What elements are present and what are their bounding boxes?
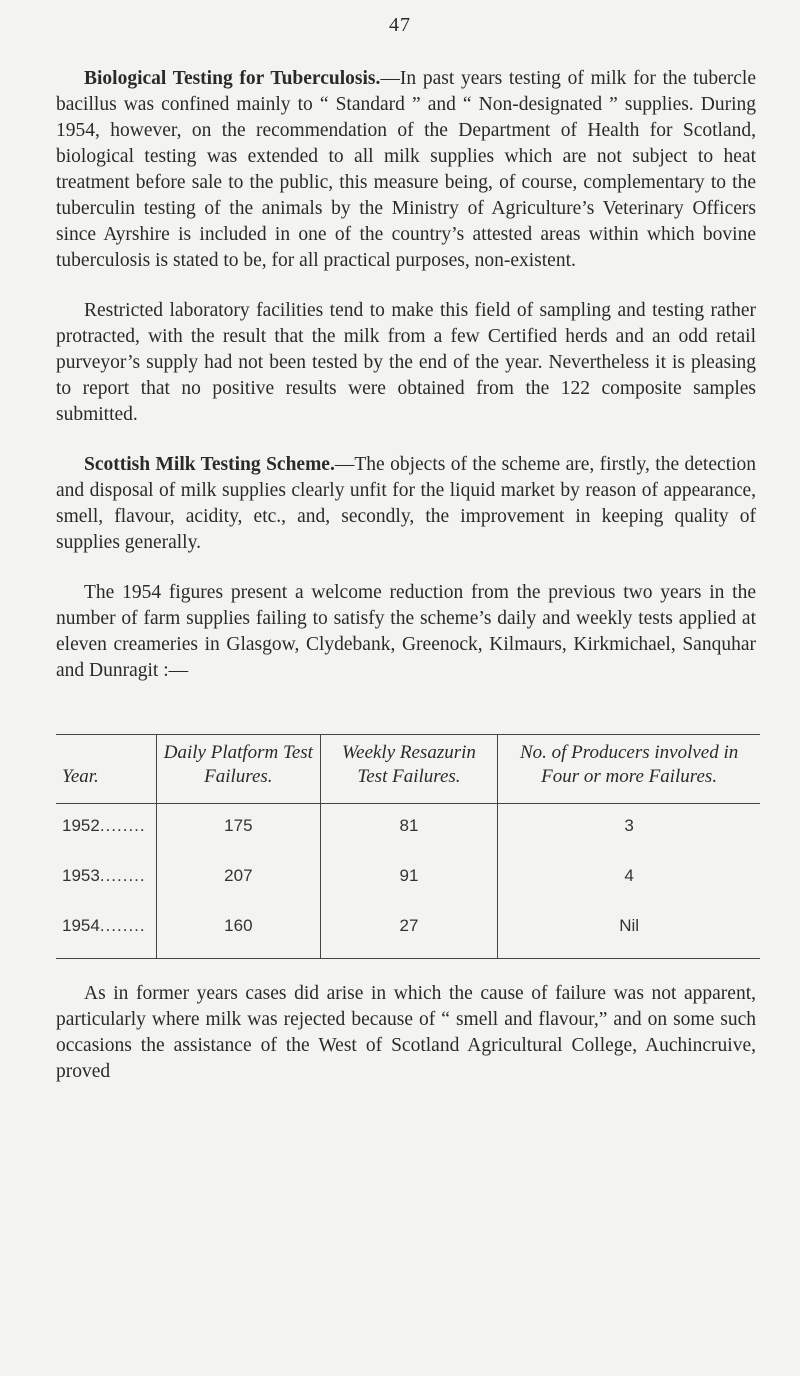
table-row xyxy=(56,804,760,855)
page-number: 47 xyxy=(389,14,411,36)
section-heading-biological-testing: Biological Testing for Tuberculosis. xyxy=(84,68,381,89)
year-cell: 1954........ xyxy=(56,904,157,959)
page-body xyxy=(56,66,756,1085)
producers-cell: 4 xyxy=(498,854,760,904)
producers-cell: Nil xyxy=(498,904,760,959)
daily-cell: 207 xyxy=(157,854,321,904)
weekly-cell: 81 xyxy=(320,804,498,855)
paragraph-biological-testing xyxy=(56,66,756,274)
paragraph-text: —The objects of the scheme are, firstly, the detection and disposal of milk supplies clearly unfit for the liquid market by reason of appearance, smell, flavour, acidity, etc., and, secondly, the improvement in keeping quality of supplies generally. xyxy=(56,454,756,553)
paragraph-1954-figures: The 1954 figures present a welcome reduction from the previous two years in the number of farm supplies failing to satisfy the scheme’s daily and weekly tests applied at eleven creameries in Glasgow, Clydebank, Greenock, Kilmaurs, Kirkmichael, Sanquhar and Dunragit :— xyxy=(56,582,756,681)
dot-leader: ........ xyxy=(99,916,146,935)
section-heading-milk-testing-scheme: Scottish Milk Testing Scheme. xyxy=(84,454,335,475)
paragraph-failure-causes: As in former years cases did arise in which the cause of failure was not apparent, particularly where milk was rejected because of “ smell and flavour,” and on some such occasions the assistance of the West of Scotland Agricultural College, Auchincruive, proved xyxy=(56,983,756,1082)
year-cell: 1953........ xyxy=(62,866,146,885)
paragraph-milk-testing-scheme xyxy=(56,452,756,556)
producers-cell: 3 xyxy=(498,804,760,855)
year-cell: 1952........ xyxy=(62,816,146,835)
weekly-cell: 27 xyxy=(320,904,498,959)
daily-cell: 175 xyxy=(157,804,321,855)
dot-leader: ........ xyxy=(99,816,146,835)
column-header-weekly: Weekly Resazurin Test Failures. xyxy=(320,735,498,804)
weekly-cell: 91 xyxy=(320,854,498,904)
daily-cell: 160 xyxy=(157,904,321,959)
paragraph-text: —In past years testing of milk for the tubercle bacillus was confined mainly to “ Standard ” and “ Non-designated ” supplies. During 1954, however, on the recommendation of the Department of Health for Scotland, biological testing was extended to all milk supplies which are not subject to heat treatment before sale to the public, this measure being, of course, complementary to the tuberculin testing of the animals by the Ministry of Agriculture’s Veterinary Officers since Ayrshire is included in one of the country’s attested areas within which bovine tuberculosis is stated to be, for all practical purposes, non-existent. xyxy=(56,68,756,271)
column-header-year: Year. xyxy=(56,735,157,804)
column-header-daily: Daily Platform Test Failures. xyxy=(157,735,321,804)
table-row xyxy=(56,854,760,904)
table-row xyxy=(56,904,760,959)
table-header-row xyxy=(56,735,760,804)
failures-table xyxy=(56,734,760,959)
column-header-producers: No. of Producers involved in Four or more Failures. xyxy=(498,735,760,804)
paragraph-restricted-facilities: Restricted laboratory facilities tend to make this field of sampling and testing rather protracted, with the result that the milk from a few Certified herds and an odd retail purveyor’s supply had not been tested by the end of the year. Nevertheless it is pleasing to report that no positive results were obtained from the 122 composite samples submitted. xyxy=(56,300,756,425)
dot-leader: ........ xyxy=(99,866,146,885)
